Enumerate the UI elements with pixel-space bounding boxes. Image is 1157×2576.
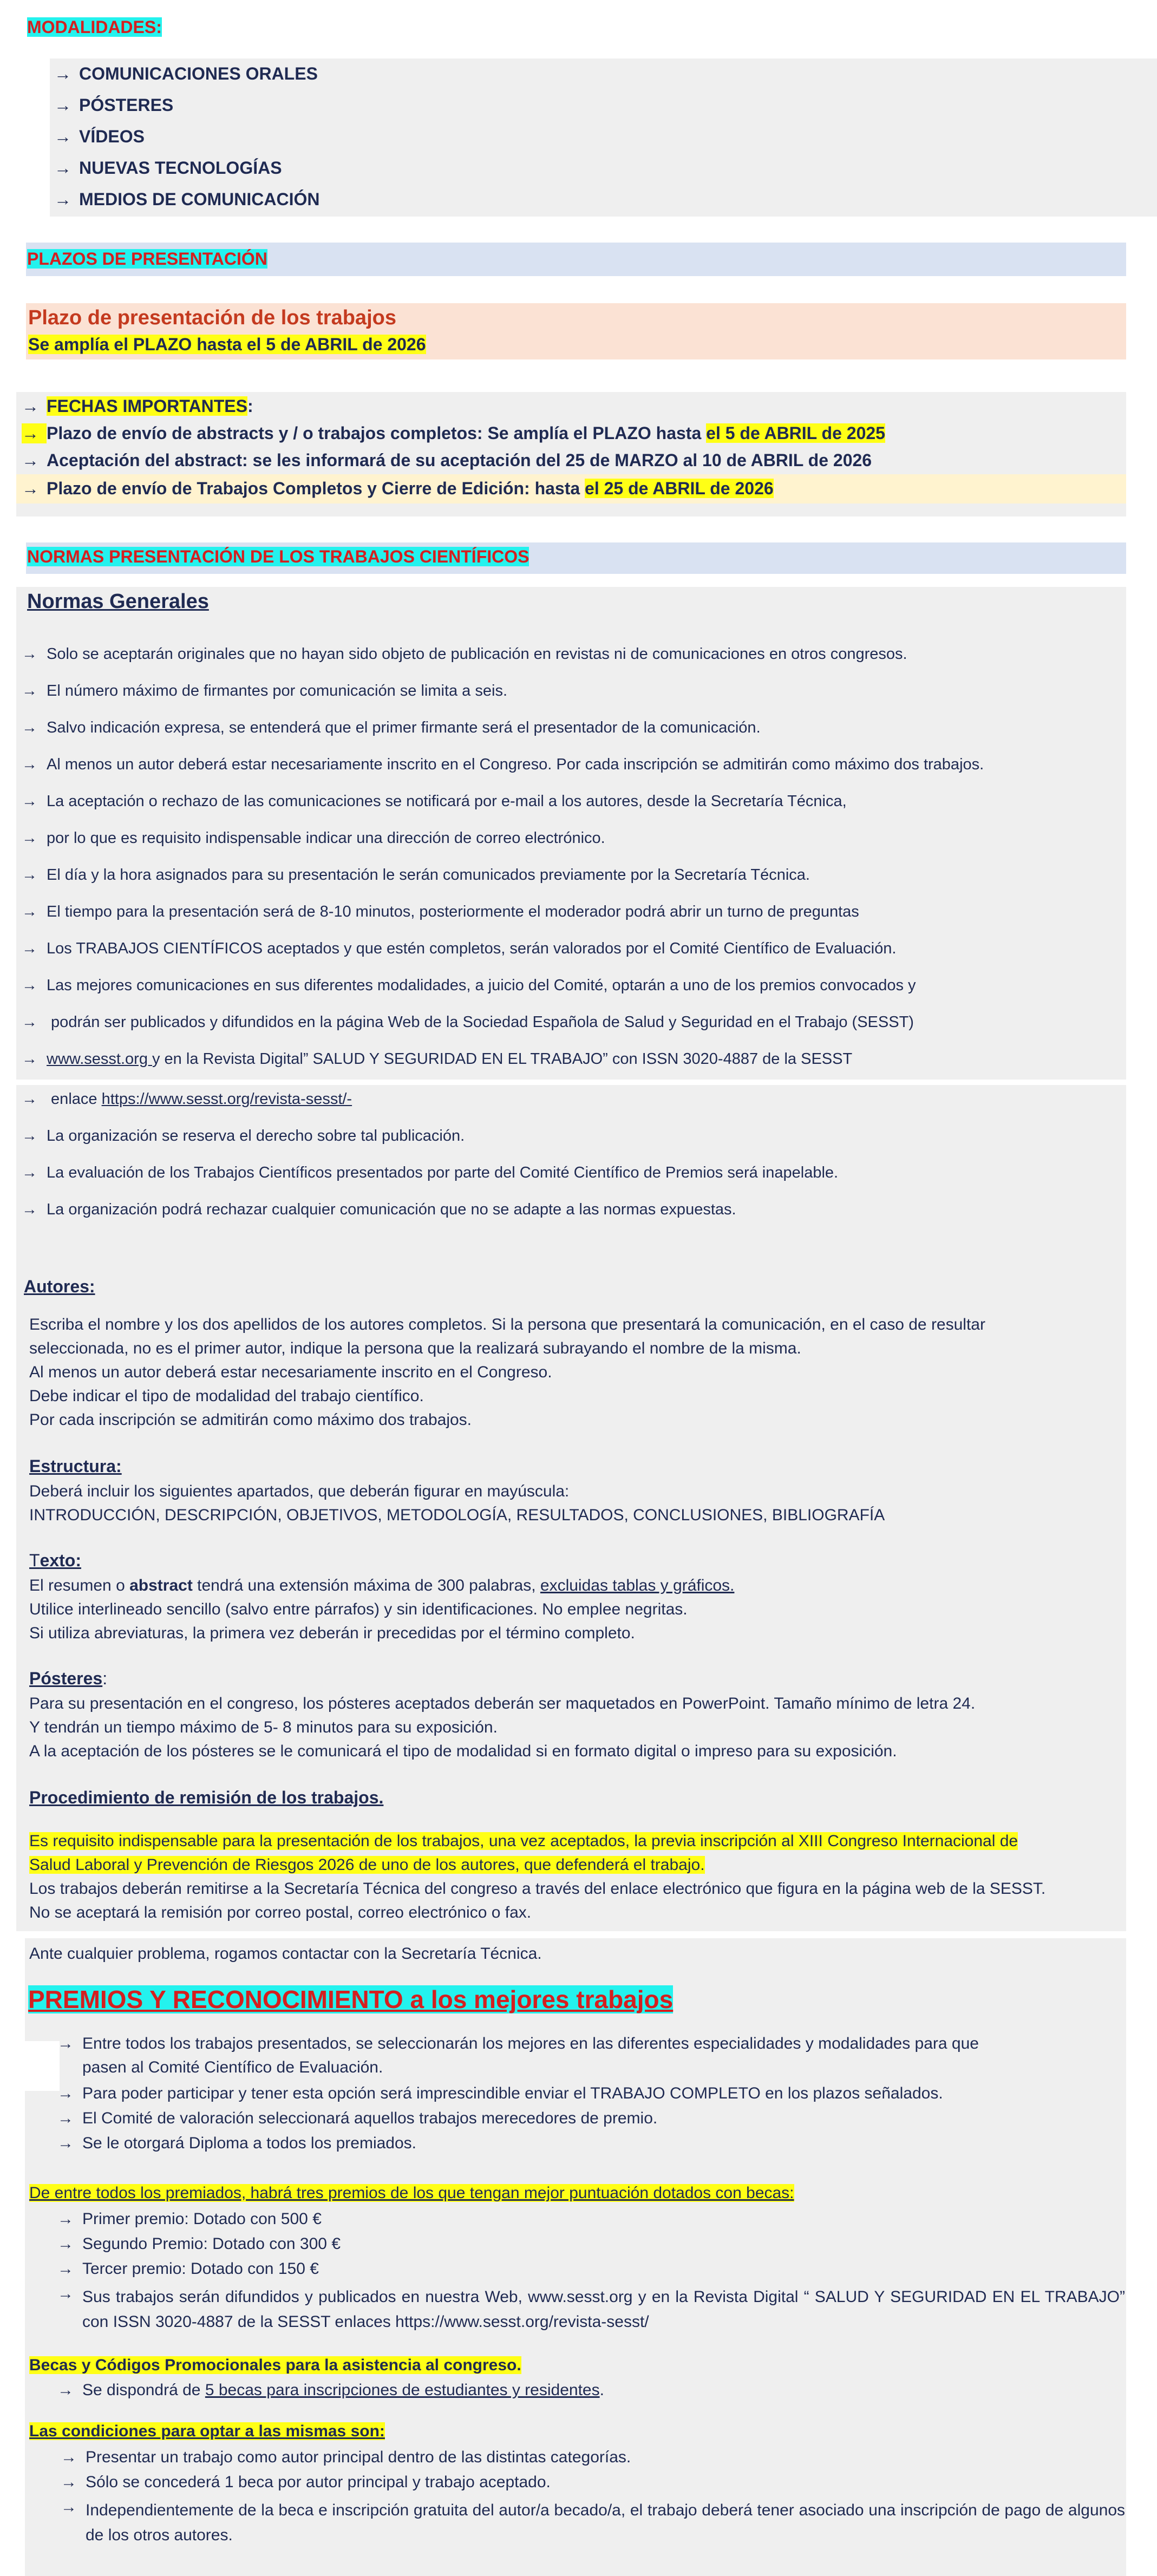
- arrow-right-icon: →: [61, 2448, 77, 2466]
- norma-item: → El día y la hora asignados para su presentación le serán comunicados previamente por la Secretaría Técnica.: [22, 866, 810, 884]
- normas-title: NORMAS PRESENTACIÓN DE LOS TRABAJOS CIENTÍFICOS: [27, 547, 530, 566]
- arrow-right-icon: →: [57, 2084, 74, 2102]
- arrow-right-icon: →: [22, 479, 39, 498]
- condicion-item: Independientemente de la beca e inscripción gratuita del autor/a becado/a, el trabajo deberá tener asociado una inscripción de pago de algunos de los otros autores.: [86, 2501, 1125, 2544]
- arrow-right-icon: →: [54, 158, 71, 178]
- autores-line: seleccionada, no es el primer autor, indique la persona que la realizará subrayando el nombre de la misma.: [29, 1339, 801, 1357]
- procedimiento-hl: Salud Laboral y Prevención de Riesgos 2026 de uno de los autores, que defenderá el trabajo.: [29, 1856, 705, 1874]
- modalidad-item: → VÍDEOS: [54, 127, 145, 146]
- condicion-item: → Sólo se concederá 1 beca por autor principal y trabajo aceptado.: [61, 2473, 551, 2491]
- norma-item-sesst: → www.sesst.org y en la Revista Digital” SALUD Y SEGURIDAD EN EL TRABAJO” con ISSN 3020-4887 de la SESST: [22, 1050, 853, 1068]
- condiciones-title: Las condiciones para optar a las mismas son:: [29, 2422, 385, 2440]
- norma-item: → El número máximo de firmantes por comunicación se limita a seis.: [22, 682, 507, 699]
- autores-line: Escriba el nombre y los dos apellidos de los autores completos. Si la persona que presentará la comunicación, en el caso de resultar: [29, 1316, 985, 1333]
- norma-item: → Las mejores comunicaciones en sus diferentes modalidades, a juicio del Comité, optarán a uno de los premios convocados y: [22, 977, 916, 994]
- arrow-right-icon: →: [22, 450, 39, 470]
- arrow-right-icon: →: [22, 940, 37, 957]
- norma-item: → Los TRABAJOS CIENTÍFICOS aceptados y que estén completos, serán valorados por el Comité Científico de Evaluación.: [22, 940, 897, 957]
- norma-item: → Salvo indicación expresa, se entenderá que el primer firmante será el presentador de la comunicación.: [22, 719, 761, 736]
- autores-line: Debe indicar el tipo de modalidad del trabajo científico.: [29, 1387, 424, 1405]
- box-notch: [25, 2041, 60, 2091]
- autores-line: Al menos un autor deberá estar necesariamente inscrito en el Congreso.: [29, 1363, 552, 1381]
- premio-item: → Se le otorgará Diploma a todos los premiados.: [57, 2134, 416, 2152]
- arrow-right-icon: →: [22, 1090, 37, 1108]
- norma-item: → Al menos un autor deberá estar necesariamente inscrito en el Congreso. Por cada inscripción se admitirán como máximo dos trabajos.: [22, 756, 984, 773]
- prize-item: → Segundo Premio: Dotado con 300 €: [57, 2235, 341, 2253]
- becas-line: → Se dispondrá de 5 becas para inscripciones de estudiantes y residentes.: [57, 2381, 604, 2399]
- autores-line: Por cada inscripción se admitirán como máximo dos trabajos.: [29, 1411, 472, 1429]
- texto-title: Texto:: [29, 1551, 81, 1570]
- arrow-right-icon: →: [57, 2210, 74, 2228]
- plazos-title: PLAZOS DE PRESENTACIÓN: [27, 249, 267, 269]
- procedimiento-hl: Es requisito indispensable para la presentación de los trabajos, una vez aceptados, la previa inscripción al XIII Congreso Internacional de: [29, 1832, 1018, 1850]
- premio-item: → Entre todos los trabajos presentados, se seleccionarán los mejores en las diferentes especialidades y modalidades para que: [57, 2035, 979, 2052]
- procedimiento-line: Los trabajos deberán remitirse a la Secretaría Técnica del congreso a través del enlace electrónico que figura en la página web de la SESST.: [29, 1880, 1046, 1898]
- texto-line: El resumen o abstract tendrá una extensión máxima de 300 palabras, excluidas tablas y gráficos.: [29, 1577, 735, 1594]
- arrow-right-icon: →: [54, 95, 71, 115]
- fecha-aceptacion: → Aceptación del abstract: se les informará de su aceptación del 25 de MARZO al 10 de ABRIL de 2026: [22, 450, 872, 470]
- arrow-right-icon: →: [22, 793, 37, 810]
- arrow-right-icon: →: [57, 2381, 74, 2399]
- arrow-right-icon: →: [54, 64, 71, 83]
- arrow-right-icon: →: [22, 756, 37, 773]
- prize-item: → Primer premio: Dotado con 500 €: [57, 2210, 322, 2228]
- arrow-right-icon: →: [57, 2260, 74, 2278]
- arrow-right-icon: →: [57, 2109, 74, 2127]
- prize-item: → Tercer premio: Dotado con 150 €: [57, 2260, 319, 2278]
- arrow-right-icon: →: [22, 396, 39, 416]
- premio-item: → Para poder participar y tener esta opción será imprescindible enviar el TRABAJO COMPLETO en los plazos señalados.: [57, 2084, 943, 2102]
- premio-item: → El Comité de valoración seleccionará aquellos trabajos merecedores de premio.: [57, 2109, 658, 2127]
- modalidades-title: MODALIDADES:: [27, 17, 162, 37]
- arrow-right-icon: →: [22, 1127, 37, 1145]
- procedimiento-title: Procedimiento de remisión de los trabajos.: [29, 1788, 384, 1807]
- becas-premios-heading: De entre todos los premiados, habrá tres premios de los que tengan mejor puntuación dotados con becas:: [29, 2184, 794, 2202]
- procedimiento-line: No se aceptará la remisión por correo postal, correo electrónico o fax.: [29, 1904, 532, 1921]
- arrow-right-icon: →: [22, 682, 37, 699]
- estructura-title: Estructura:: [29, 1456, 122, 1476]
- fecha-abstracts: → Plazo de envío de abstracts y / o trabajos completos: Se amplía el PLAZO hasta el 5 de ABRIL de 2025: [22, 423, 885, 443]
- arrow-right-icon: →: [22, 903, 37, 920]
- posteres-line: Para su presentación en el congreso, los pósteres aceptados deberán ser maquetados en PowerPoint. Tamaño mínimo de letra 24.: [29, 1695, 976, 1712]
- norma-item: → La organización se reserva el derecho sobre tal publicación.: [22, 1127, 465, 1145]
- modalidad-item: → NUEVAS TECNOLOGÍAS: [54, 158, 282, 178]
- fechas-title: → FECHAS IMPORTANTES:: [22, 396, 253, 416]
- norma-item: → Solo se aceptarán originales que no hayan sido objeto de publicación en revistas ni de comunicaciones en otros congresos.: [22, 645, 907, 663]
- arrow-right-icon: →: [22, 977, 37, 994]
- prize-difusion-arrow: [57, 2285, 82, 2303]
- norma-item: → por lo que es requisito indispensable indicar una dirección de correo electrónico.: [22, 829, 605, 847]
- arrow-right-icon: →: [22, 645, 37, 663]
- arrow-right-icon: →: [22, 829, 37, 847]
- condicion-item-arrow: [61, 2498, 86, 2516]
- revista-link[interactable]: https://www.sesst.org/revista-sesst/-: [101, 1090, 352, 1108]
- arrow-right-icon: →: [22, 1201, 37, 1218]
- texto-line: Si utiliza abreviaturas, la primera vez deberán ir precedidas por el término completo.: [29, 1624, 635, 1642]
- premios-title: PREMIOS Y RECONOCIMIENTO a los mejores trabajos: [28, 1985, 674, 2013]
- arrow-right-icon: →: [57, 2235, 74, 2253]
- arrow-right-icon: →: [22, 866, 37, 884]
- norma-item: → El tiempo para la presentación será de 8-10 minutos, posteriormente el moderador podrá abrir un turno de preguntas: [22, 903, 859, 920]
- arrow-right-icon: →: [57, 2035, 74, 2052]
- texto-line: Utilice interlineado sencillo (salvo entre párrafos) y sin identificaciones. No emplee negritas.: [29, 1600, 688, 1618]
- arrow-right-icon: →: [54, 127, 71, 146]
- posteres-line: Y tendrán un tiempo máximo de 5- 8 minutos para su exposición.: [29, 1718, 498, 1736]
- norma-item: → La organización podrá rechazar cualquier comunicación que no se adapte a las normas expuestas.: [22, 1201, 736, 1218]
- sesst-link[interactable]: www.sesst.org: [47, 1050, 152, 1068]
- arrow-right-icon: →: [54, 189, 71, 209]
- arrow-right-icon: →: [22, 423, 47, 443]
- arrow-right-icon: →: [22, 1050, 37, 1068]
- fecha-completos: → Plazo de envío de Trabajos Completos y Cierre de Edición: hasta el 25 de ABRIL de 2026: [22, 479, 774, 498]
- norma-item: → podrán ser publicados y difundidos en la página Web de la Sociedad Española de Salud y Seguridad en el Trabajo (SESST): [22, 1014, 914, 1031]
- estructura-line: Deberá incluir los siguientes apartados, que deberán figurar en mayúscula:: [29, 1482, 570, 1500]
- plazo-trabajos-title: Plazo de presentación de los trabajos: [28, 306, 396, 329]
- arrow-right-icon: →: [22, 1014, 37, 1031]
- modalidad-item: → PÓSTERES: [54, 95, 174, 115]
- becas-title: Becas y Códigos Promocionales para la asistencia al congreso.: [29, 2356, 521, 2374]
- posteres-title: Pósteres:: [29, 1669, 108, 1688]
- contact-line: Ante cualquier problema, rogamos contactar con la Secretaría Técnica.: [29, 1945, 542, 1963]
- norma-item: → La evaluación de los Trabajos Científicos presentados por parte del Comité Científico de Premios será inapelable.: [22, 1164, 839, 1181]
- premio-item-cont: pasen al Comité Científico de Evaluación.: [82, 2058, 383, 2076]
- norma-item: → La aceptación o rechazo de las comunicaciones se notificará por e-mail a los autores, desde la Secretaría Técnica,: [22, 793, 847, 810]
- arrow-right-icon: →: [61, 2498, 77, 2516]
- posteres-line: A la aceptación de los pósteres se le comunicará el tipo de modalidad si en formato digital o impreso para su exposición.: [29, 1742, 897, 1760]
- autores-title: Autores:: [24, 1277, 95, 1296]
- prize-difusion: Sus trabajos serán difundidos y publicados en nuestra Web, www.sesst.org y en la Revista Digital “ SALUD Y SEGURIDAD EN EL TRABAJO” con ISSN 3020-4887 de la SESST enlaces https://www.sesst.org/revista-sesst/: [82, 2288, 1125, 2331]
- arrow-right-icon: →: [22, 1164, 37, 1181]
- plazo-trabajos-text: Se amplía el PLAZO hasta el 5 de ABRIL de 2026: [28, 335, 426, 354]
- condicion-item: → Presentar un trabajo como autor principal dentro de las distintas categorías.: [61, 2448, 631, 2466]
- estructura-line: INTRODUCCIÓN, DESCRIPCIÓN, OBJETIVOS, METODOLOGÍA, RESULTADOS, CONCLUSIONES, BIBLIOGRAFÍA: [29, 1506, 885, 1524]
- modalidad-item: → COMUNICACIONES ORALES: [54, 64, 318, 83]
- modalidad-item: → MEDIOS DE COMUNICACIÓN: [54, 189, 320, 209]
- normas-subtitle: Normas Generales: [27, 590, 209, 613]
- arrow-right-icon: →: [57, 2134, 74, 2152]
- arrow-right-icon: →: [22, 719, 37, 736]
- arrow-right-icon: →: [57, 2285, 74, 2303]
- norma-item-enlace: → enlace https://www.sesst.org/revista-sesst/-: [22, 1090, 352, 1108]
- arrow-right-icon: →: [61, 2473, 77, 2491]
